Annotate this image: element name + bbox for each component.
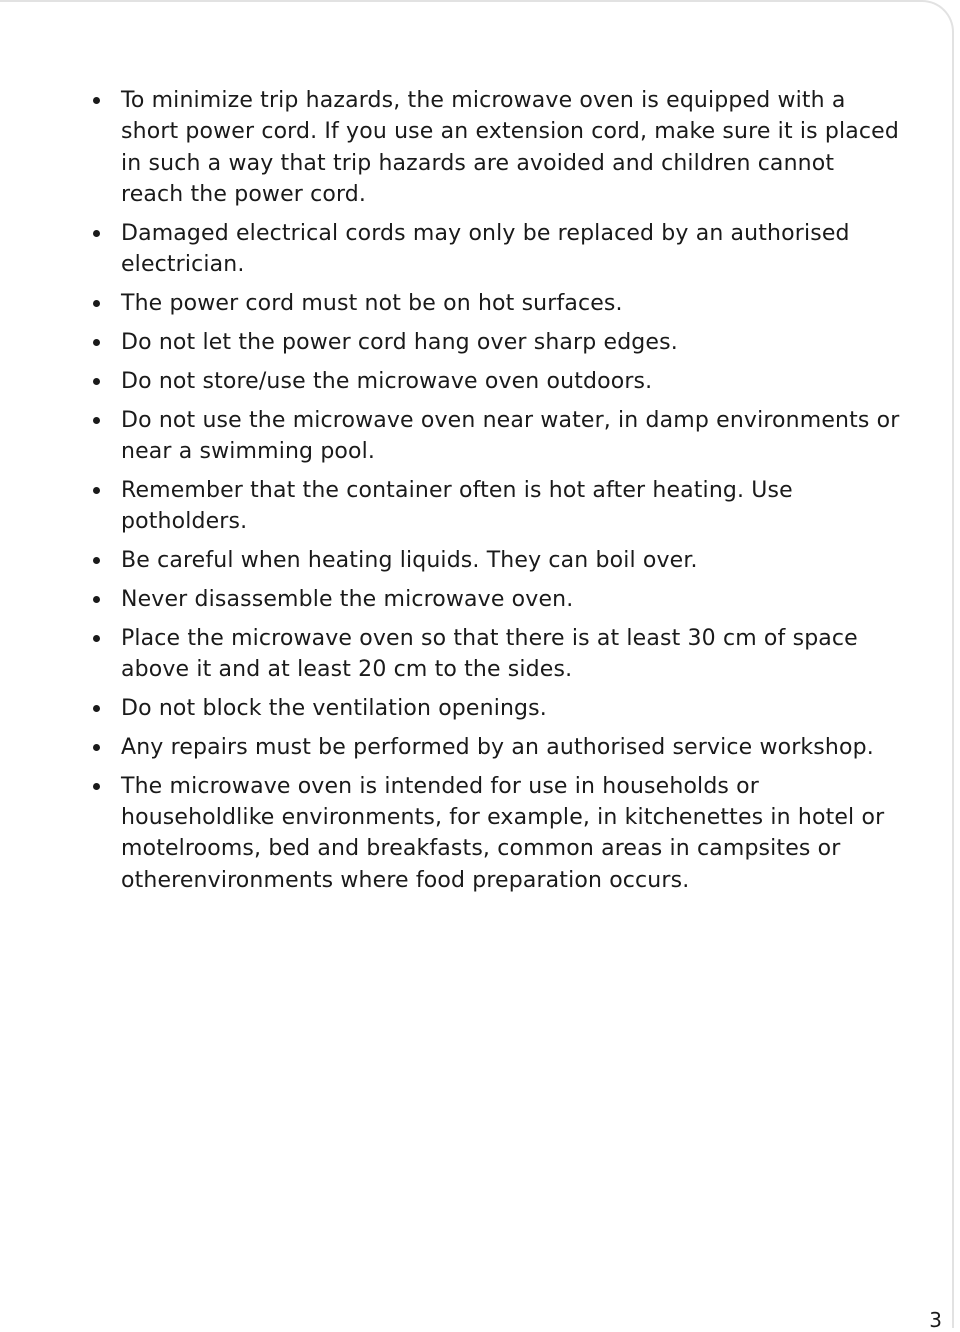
list-item-text: Do not let the power cord hang over sharp edges. <box>121 329 678 355</box>
list-item <box>90 366 900 397</box>
bullet-icon <box>93 339 100 346</box>
list-item <box>90 732 900 763</box>
bullet-icon <box>93 596 100 603</box>
list-item-text: To minimize trip hazards, the microwave oven is equipped with a short power cord. If you use an extension cord, make sure it is placed in such a way that trip hazards are avoided and children cannot reach the power cord. <box>121 88 899 207</box>
list-item-text: The microwave oven is intended for use in households or householdlike environments, for example, in kitchenettes in hotel or motelrooms, bed and breakfasts, common areas in campsites or otherenvironments where food preparation occurs. <box>121 773 885 893</box>
list-item <box>90 327 900 358</box>
list-item-text: Remember that the container often is hot after heating. Use potholders. <box>121 477 793 535</box>
bullet-icon <box>93 97 100 104</box>
bullet-icon <box>93 783 100 790</box>
list-item <box>90 218 900 281</box>
list-item-text: Do not block the ventilation openings. <box>121 695 547 721</box>
list-item <box>90 771 900 896</box>
list-item-text: The power cord must not be on hot surfaces. <box>121 290 623 316</box>
bullet-icon <box>93 230 100 237</box>
list-item <box>90 584 900 615</box>
bullet-icon <box>93 378 100 385</box>
list-item-text: Any repairs must be performed by an authorised service workshop. <box>121 734 874 760</box>
list-item <box>90 545 900 576</box>
list-item-text: Be careful when heating liquids. They can boil over. <box>121 548 698 574</box>
list-item <box>90 85 900 210</box>
list-item-text: Place the microwave oven so that there is at least 30 cm of space above it and at least 20 cm to the sides. <box>121 625 858 683</box>
list-item <box>90 623 900 686</box>
bullet-icon <box>93 705 100 712</box>
list-item-text: Damaged electrical cords may only be replaced by an authorised electrician. <box>121 220 850 278</box>
list-item <box>90 405 900 468</box>
list-item-text: Never disassemble the microwave oven. <box>121 586 574 612</box>
bullet-icon <box>93 557 100 564</box>
list-item <box>90 288 900 319</box>
bullet-icon <box>93 744 100 751</box>
bullet-icon <box>93 417 100 424</box>
bullet-icon <box>93 300 100 307</box>
list-item-text: Do not store/use the microwave oven outdoors. <box>121 368 653 394</box>
list-item-text: Do not use the microwave oven near water, in damp environments or near a swimming pool. <box>121 407 900 464</box>
list-item <box>90 475 900 538</box>
page-number: 3 <box>929 1308 942 1332</box>
safety-bullet-list <box>90 85 900 904</box>
bullet-icon <box>93 487 100 494</box>
list-item <box>90 693 900 724</box>
bullet-icon <box>93 635 100 642</box>
